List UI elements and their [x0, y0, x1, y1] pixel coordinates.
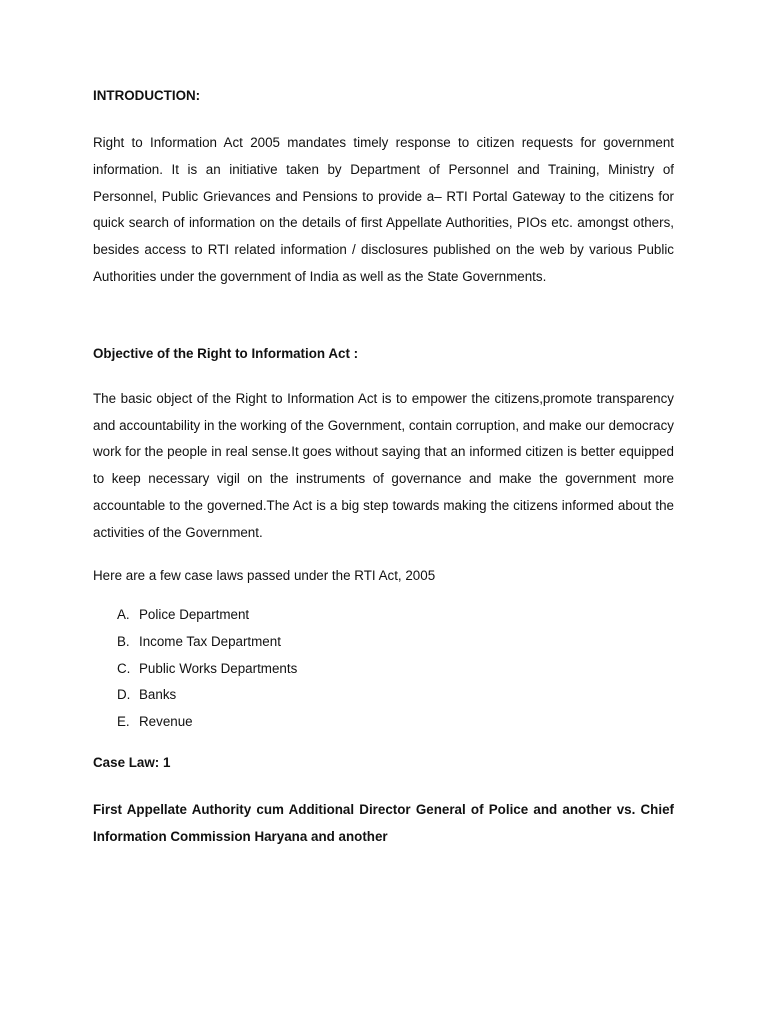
list-item-marker: A. [117, 607, 130, 623]
list-item [117, 682, 674, 709]
list-item-label: Income Tax Department [139, 633, 281, 649]
document-page [93, 86, 674, 851]
list-item-label: Banks [139, 687, 177, 703]
list-item-label: Revenue [139, 713, 193, 729]
list-item-marker: C. [117, 660, 131, 676]
case-law-list [93, 602, 674, 735]
introduction-heading: INTRODUCTION: [93, 88, 201, 103]
list-item [117, 602, 674, 629]
objective-heading: Objective of the Right to Information Act : [93, 345, 359, 361]
list-item-label: Police Department [139, 607, 250, 623]
list-item-marker: D. [117, 687, 131, 703]
list-item [117, 629, 674, 656]
list-item [117, 656, 674, 683]
list-item-marker: B. [117, 633, 130, 649]
case-law-title: First Appellate Authority cum Additional Director General of Police and another vs. Chief Information Commission Haryana and another [93, 802, 674, 845]
introduction-paragraph: Right to Information Act 2005 mandates timely response to citizen requests for government information. It is an initiative taken by Department of Personnel and Training, Ministry of Personnel, Public Grievances and Pensions to provide a– RTI Portal Gateway to the citizens for quick search of information on the details of first Appellate Authorities, PIOs etc. amongst others, besides access to RTI related information / disclosures published on the web by various Public Authorities under the government of India as well as the State Governments. [93, 135, 674, 284]
list-item-label: Public Works Departments [139, 660, 298, 676]
case-laws-intro: Here are a few case laws passed under the RTI Act, 2005 [93, 567, 436, 583]
list-item-marker: E. [117, 713, 130, 729]
list-item [117, 709, 674, 736]
case-law-label: Case Law: 1 [93, 755, 171, 771]
objective-paragraph: The basic object of the Right to Information Act is to empower the citizens,promote transparency and accountability in the working of the Government, contain corruption, and make our democracy work for the people in real sense.It goes without saying that an informed citizen is better equipped to keep necessary vigil on the instruments of governance and make the government more accountable to the governed.The Act is a big step towards making the citizens informed about the activities of the Government. [93, 390, 674, 540]
